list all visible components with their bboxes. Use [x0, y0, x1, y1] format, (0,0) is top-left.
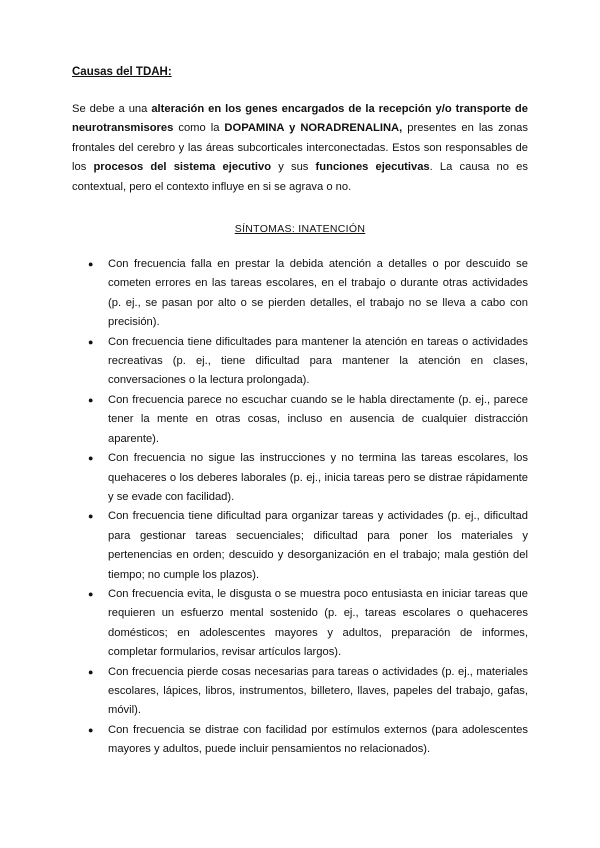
intro-text-4: y sus [271, 161, 316, 174]
list-item-text: Con frecuencia tiene dificultades para mantener la atención en tareas o actividades recreativas (p. ej., tiene dificultad para mantener la atención en clases, conversaciones o la lectura prolongada). [108, 335, 528, 387]
bullet-icon: ● [88, 511, 94, 522]
intro-bold-3: procesos del sistema ejecutivo [93, 161, 272, 174]
list-item [88, 507, 528, 585]
bullet-icon: ● [88, 588, 94, 599]
intro-text-2: como la [173, 122, 225, 135]
document-title: Causas del TDAH: [72, 66, 172, 78]
intro-text-1: Se debe a una [72, 103, 152, 115]
bullet-icon: ● [88, 336, 94, 347]
list-item [88, 391, 528, 449]
symptom-list [72, 255, 528, 760]
list-item-text: Con frecuencia parece no escuchar cuando se le habla directamente (p. ej., parece tener la mente en otras cosas, incluso en ausencia de cualquier distracción aparente). [108, 393, 528, 445]
list-item-text: Con frecuencia no sigue las instrucciones y no termina las tareas escolares, los quehaceres o los deberes laborales (p. ej., inicia tareas pero se distrae rápidamente y se evade con facilidad). [108, 452, 528, 503]
intro-paragraph [72, 100, 528, 197]
bullet-icon: ● [88, 453, 94, 464]
list-item [88, 663, 528, 721]
list-item [88, 333, 528, 391]
intro-bold-4: funciones ejecutivas [315, 161, 430, 174]
list-item [88, 255, 528, 333]
list-item [88, 585, 528, 663]
bullet-icon: ● [88, 666, 94, 677]
intro-text-5: . La causa no es contextual, pero el contexto influye en si se agrava o no. [72, 161, 528, 193]
list-item-text: Con frecuencia falla en prestar la debida atención a detalles o por descuido se cometen errores en las tareas escolares, en el trabajo o durante otras actividades (p. ej., se pasan por alto o se pierden detalles, el trabajo no se lleva a cabo con precisión). [108, 258, 528, 329]
intro-bold-2: DOPAMINA y NORADRENALINA, [224, 122, 403, 135]
list-item-text: Con frecuencia tiene dificultad para organizar tareas y actividades (p. ej., dificultad para gestionar tareas secuenciales; dificultad para poner los materiales y pertenencias en orden; descuido y desorganización en el trabajo; mala gestión del tiempo; no cumple los plazos). [108, 510, 528, 581]
list-item [88, 449, 528, 507]
intro-text-3: presentes en las zonas frontales del cerebro y las áreas subcorticales interconectadas. Estos son responsables de los [72, 122, 528, 174]
list-item [88, 721, 528, 760]
intro-bold-1: alteración en los genes encargados de la recepción y/o transporte de neurotransmisores [72, 103, 528, 135]
list-item-text: Con frecuencia evita, le disgusta o se muestra poco entusiasta en iniciar tareas que requieren un esfuerzo mental sostenido (p. ej., tareas escolares o quehaceres domésticos; en adolescentes mayores y adultos, preparación de informes, completar formularios, revisar artículos largos). [108, 587, 528, 659]
bullet-icon: ● [88, 394, 94, 405]
list-item-text: Con frecuencia pierde cosas necesarias para tareas o actividades (p. ej., materiales escolares, lápices, libros, instrumentos, billetero, llaves, papeles del trabajo, gafas, móvil). [108, 665, 528, 717]
section-heading: SÍNTOMAS: INATENCIÓN [234, 223, 366, 236]
list-item-text: Con frecuencia se distrae con facilidad por estímulos externos (para adolescentes mayores y adultos, puede incluir pensamientos no relacionados). [108, 723, 528, 756]
bullet-icon: ● [88, 724, 94, 735]
bullet-icon: ● [88, 259, 94, 270]
